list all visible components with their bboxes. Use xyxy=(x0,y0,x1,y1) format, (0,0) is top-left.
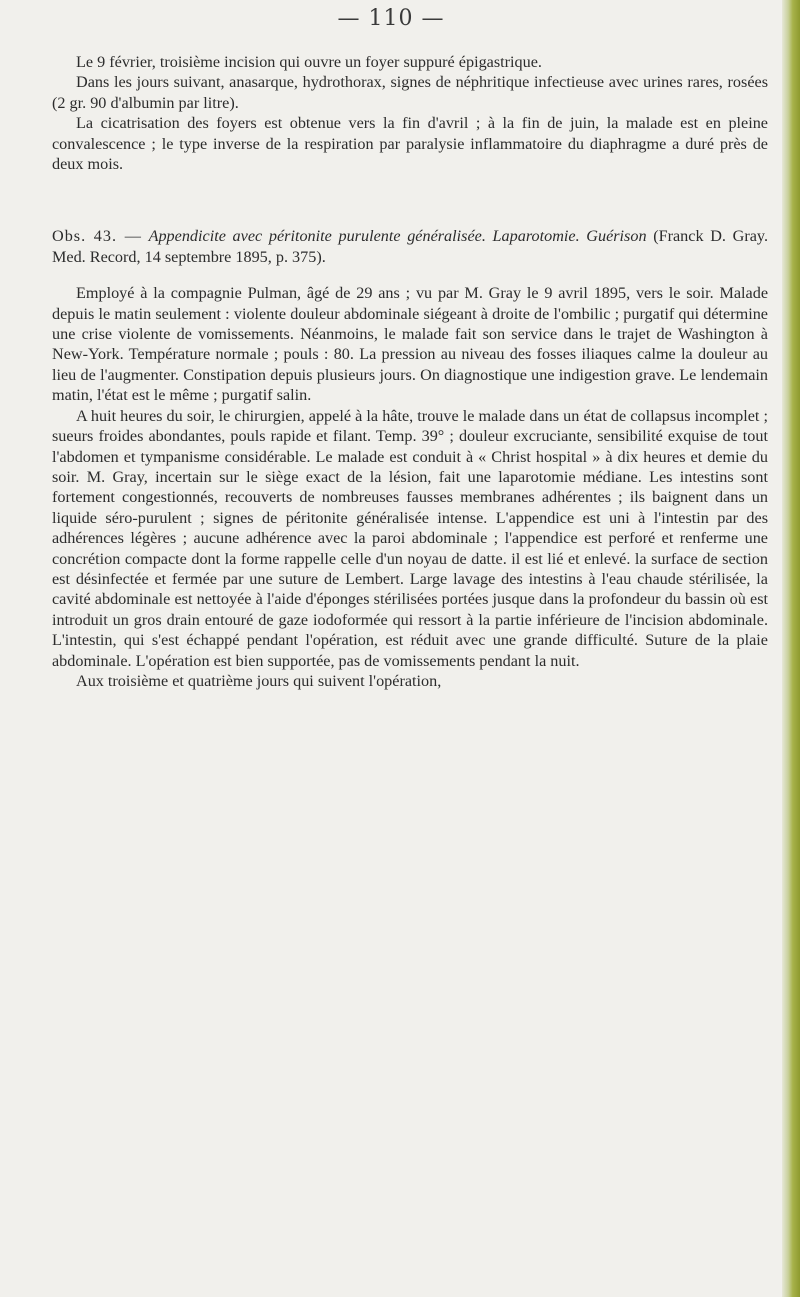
page-text xyxy=(52,52,768,691)
body-paragraph-2: A huit heures du soir, le chirurgien, appelé à la hâte, trouve le malade dans un état de collapsus incomplet ; sueurs froides abondantes, pouls rapide et filant. Temp. 39° ; douleur excruciante, sensibilité exquise de tout l'abdomen et tympanisme considérable. Le malade est conduit à « Christ hospital » à dix heures et demie du soir. M. Gray, incertain sur le siège exact de la lésion, fait une laparotomie médiane. Les intestins sont fortement congestionnés, recouverts de nombreuses fausses membranes adhérentes ; ils baignent dans un liquide séro-purulent ; signes de péritonite généralisée intense. L'appendice est uni à l'intestin par des adhérences légères ; aucune adhérence avec la paroi abdominale ; l'appendice est perforé et renferme une concrétion compacte dont la forme rappelle celle d'un noyau de datte. il est lié et enlevé. la surface de section est désinfectée et fermée par une suture de Lembert. Large lavage des intestins à l'eau chaude stérilisée, la cavité abdominale est nettoyée à l'aide d'éponges stérilisées portées jusque dans la profondeur du bassin où est introduit un gros drain entouré de gaze iodoformée qui ressort à la partie inférieure de l'incision abdominale. L'intestin, qui s'est échappé pendant l'opération, est réduit avec une grande difficulté. Suture de la plaie abdominale. L'opération est bien supportée, pas de vomissements pendant la nuit. xyxy=(52,406,768,670)
intro-paragraph-2: Dans les jours suivant, anasarque, hydrothorax, signes de néphritique infectieuse avec urines rares, rosées (2 gr. 90 d'albumin par litre). xyxy=(52,73,768,112)
observation-label: Obs. 43. — xyxy=(52,227,142,246)
intro-paragraph-3: La cicatrisation des foyers est obtenue vers la fin d'avril ; à la fin de juin, la malade est en pleine convalescence ; le type inverse de la respiration par paralysie inflammatoire du diaphragme a duré près de deux mois. xyxy=(52,114,768,174)
observation-heading xyxy=(52,226,768,267)
intro-paragraph-1: Le 9 février, troisième incision qui ouvre un foyer suppuré épigastrique. xyxy=(76,53,542,71)
page-number: — 110 — xyxy=(337,6,445,31)
page-edge-shadow xyxy=(782,0,800,1297)
body-paragraph-1: Employé à la compagnie Pulman, âgé de 29 ans ; vu par M. Gray le 9 avril 1895, vers le soir. Malade depuis le matin seulement : violente douleur abdominale siégeant à droite de l'ombilic ; purgatif qui détermine une crise violente de vomissements. Néanmoins, le malade fait son service dans le trajet de Washington à New-York. Température normale ; pouls : 80. La pression au niveau des fosses iliaques calme la douleur au lieu de l'augmenter. Constipation depuis plusieurs jours. On diagnostique une indigestion grave. Le lendemain matin, l'état est le même ; purgatif salin. xyxy=(52,284,768,405)
observation-reference: (Franck D. Gray. Med. Record, 14 septembre 1895, p. 375). xyxy=(52,227,768,266)
observation-title: Appendicite avec péritonite purulente généralisée. Laparotomie. Guérison xyxy=(148,227,647,246)
body-paragraph-3: Aux troisième et quatrième jours qui suivent l'opération, xyxy=(76,671,442,690)
